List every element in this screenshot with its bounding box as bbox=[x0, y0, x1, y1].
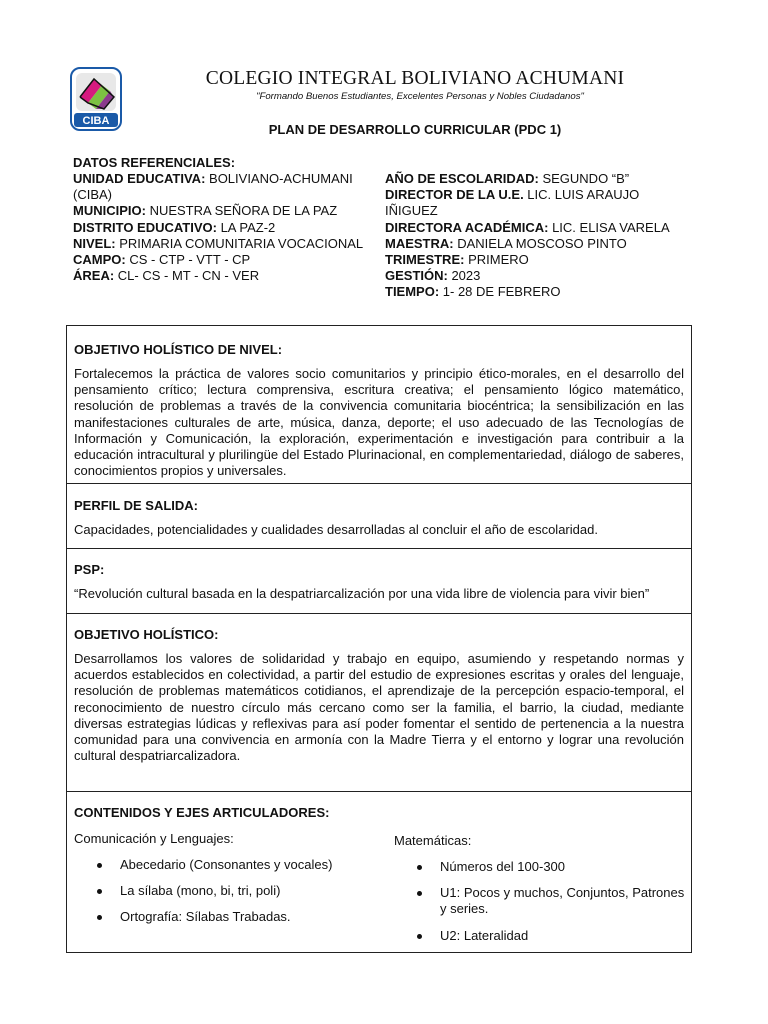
document-title: PLAN DE DESARROLLO CURRICULAR (PDC 1) bbox=[268, 122, 562, 137]
ref-unidad-educativa: UNIDAD EDUCATIVA: BOLIVIANO-ACHUMANI (CIBA) bbox=[73, 171, 353, 203]
school-name: COLEGIO INTEGRAL BOLIVIANO ACHUMANI bbox=[205, 68, 625, 89]
list-item: La sílaba (mono, bi, tri, poli) bbox=[74, 883, 374, 899]
section-psp bbox=[67, 548, 691, 613]
referencial-left-column bbox=[73, 171, 373, 284]
objetivo-title: OBJETIVO HOLÍSTICO: bbox=[74, 627, 219, 642]
list-item: U2: Lateralidad bbox=[394, 928, 694, 944]
school-motto: "Formando Buenos Estudiantes, Excelentes Personas y Nobles Ciudadanos" bbox=[256, 91, 584, 102]
psp-body: “Revolución cultural basada en la despatriarcalización por una vida libre de violencia para vivir bien” bbox=[74, 586, 650, 601]
ref-anio-escolaridad: AÑO DE ESCOLARIDAD: SEGUNDO “B” bbox=[385, 171, 630, 186]
matematicas-heading: Matemáticas: bbox=[394, 833, 472, 848]
list-item: Abecedario (Consonantes y vocales) bbox=[74, 857, 374, 873]
ref-tiempo: TIEMPO: 1- 28 DE FEBRERO bbox=[385, 284, 561, 300]
matematicas-list bbox=[394, 859, 694, 954]
comunicacion-heading: Comunicación y Lenguajes: bbox=[74, 831, 234, 846]
contenidos-title: CONTENIDOS Y EJES ARTICULADORES: bbox=[74, 805, 330, 820]
logo-text: CIBA bbox=[82, 115, 110, 127]
psp-title: PSP: bbox=[74, 562, 105, 577]
ref-director: DIRECTOR DE LA U.E. LIC. LUIS ARAUJO IÑIGUEZ bbox=[385, 187, 640, 219]
objetivo-body: Desarrollamos los valores de solidaridad y trabajo en equipo, asumiendo y respetando normas y acuerdos establecidos en colectividad, a partir del estudio de expresiones escritas y orales del lenguaje, resolución de problemas matemáticos cotidianos, el aprendizaje de la percepción espacio-temporal, el reconocimiento de nuestro círculo más cercano como ser la familia, el barrio, la ciudad, mediante diversas estrategias lúdicas y reflexivas para así poder fomentar el sentido de pertenencia a la nuestra comunidad para una convivencia en armonía con la Madre Tierra y el entorno y lograr una revolución cultural despatriarcalizadora. bbox=[74, 651, 684, 764]
section-contenidos bbox=[67, 791, 691, 953]
ref-maestra: MAESTRA: DANIELA MOSCOSO PINTO bbox=[385, 235, 627, 251]
list-item: U1: Pocos y muchos, Conjuntos, Patrones y series. bbox=[394, 885, 694, 917]
list-item: Ortografía: Sílabas Trabadas. bbox=[74, 909, 374, 925]
perfil-body: Capacidades, potencialidades y cualidades desarrolladas al concluir el año de escolaridad. bbox=[74, 522, 598, 537]
referencial-right-column bbox=[385, 171, 695, 301]
comunicacion-list bbox=[74, 857, 374, 936]
curriculum-table bbox=[66, 325, 692, 953]
section-perfil-salida bbox=[67, 483, 691, 548]
ref-distrito: DISTRITO EDUCATIVO: LA PAZ-2 bbox=[73, 219, 276, 235]
referencial-title: DATOS REFERENCIALES: bbox=[73, 155, 236, 170]
ref-nivel: NIVEL: PRIMARIA COMUNITARIA VOCACIONAL bbox=[73, 235, 364, 251]
ref-municipio: MUNICIPIO: NUESTRA SEÑORA DE LA PAZ bbox=[73, 203, 338, 219]
list-item: Números del 100-300 bbox=[394, 859, 694, 875]
ref-area: ÁREA: CL- CS - MT - CN - VER bbox=[73, 268, 260, 284]
section-objetivo-nivel bbox=[67, 326, 691, 483]
ref-trimestre: TRIMESTRE: PRIMERO bbox=[385, 252, 529, 268]
perfil-title: PERFIL DE SALIDA: bbox=[74, 498, 198, 513]
objetivo-nivel-title: OBJETIVO HOLÍSTICO DE NIVEL: bbox=[74, 342, 283, 357]
ciba-logo bbox=[70, 67, 122, 131]
ref-directora-academica: DIRECTORA ACADÉMICA: LIC. ELISA VARELA bbox=[385, 219, 670, 235]
ref-gestion: GESTIÓN: 2023 bbox=[385, 268, 481, 284]
objetivo-nivel-body: Fortalecemos la práctica de valores socio comunitarios y principio ético-morales, en el desarrollo del pensamiento crítico; lectura comprensiva, escritura creativa; el pensamiento lógico matemático, resolución de problemas a través de la convivencia comunitaria biocéntrica; la sensibilización en las manifestaciones culturales de arte, música, danza, deporte; el uso adecuado de las Tecnologías de Información y Comunicación, la exploración, experimentación e investigación para contribuir a la educación intracultural y plurilingüe del Estado Plurinacional, en complementariedad, diálogo de saberes, conocimientos propios y universales. bbox=[74, 366, 684, 479]
section-objetivo-holistico bbox=[67, 613, 691, 791]
ref-campo: CAMPO: CS - CTP - VTT - CP bbox=[73, 252, 251, 268]
